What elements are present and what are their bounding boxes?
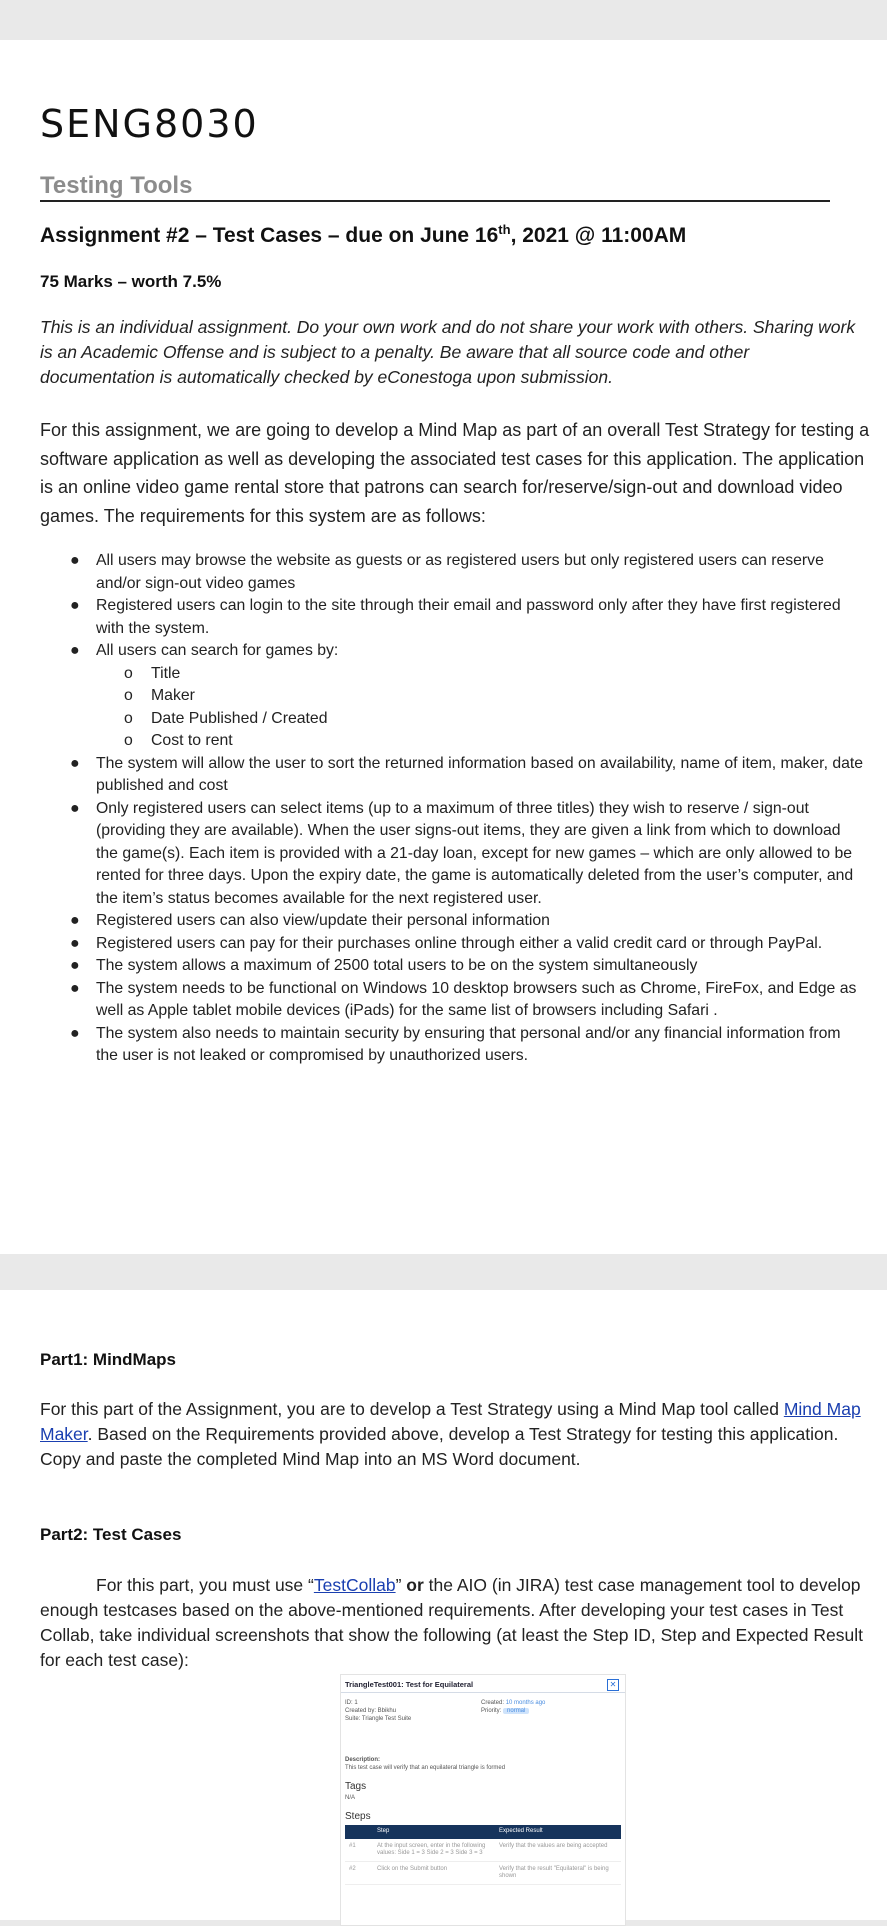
list-item-text: Registered users can also view/update their personal information	[96, 912, 550, 929]
col-step: Step	[377, 1828, 390, 1834]
tags-heading: Tags	[345, 1781, 367, 1792]
testcase-created-by: Created by: Bbikhu	[345, 1708, 397, 1714]
list-item	[66, 595, 866, 640]
list-item	[66, 1023, 866, 1068]
expected-text: Verify that the values are being accepted	[499, 1843, 608, 1849]
list-item	[96, 730, 866, 753]
step-number: #2	[349, 1866, 356, 1872]
list-item	[66, 550, 866, 595]
part1-text-pre: For this part of the Assignment, you are to develop a Test Strategy using a Mind Map tool called	[40, 1399, 784, 1419]
testcase-priority	[481, 1707, 545, 1715]
part2-paragraph	[40, 1573, 870, 1673]
intro-paragraph: For this assignment, we are going to develop a Mind Map as part of an overall Test Strategy for testing a software application as well as developing the associated test cases for this application. The application is an online video game rental store that patrons can search for/reserve/sign-out and download video games. The requirements for this system are as follows:	[40, 420, 870, 526]
list-item-text: The system needs to be functional on Windows 10 desktop browsers such as Chrome, FireFox, and Edge as well as Apple tablet mobile devices (iPads) for the same list of browsers including Safari .	[96, 979, 857, 1019]
list-item-text: The system also needs to maintain security by ensuring that personal and/or any financial information from the user is not leaked or compromised by unauthorized users.	[96, 1024, 841, 1064]
table-row	[345, 1839, 621, 1862]
course-subtitle-text: Testing Tools	[40, 172, 193, 199]
part1-text-post: . Based on the Requirements provided above, develop a Test Strategy for testing this application. Copy and paste the completed Mind Map into an MS Word document.	[40, 1424, 839, 1469]
assignment-title-pre: Assignment #2 – Test Cases – due on June 16	[40, 224, 499, 247]
bullet-icon: ●	[70, 642, 80, 659]
bullet-icon: ●	[70, 1024, 80, 1042]
bullet-icon: ●	[70, 979, 80, 997]
col-expected: Expected Result	[499, 1828, 543, 1834]
assignment-title-sup: th	[498, 222, 511, 237]
list-item	[96, 708, 866, 731]
circle-bullet-icon: o	[124, 732, 133, 749]
bullet-icon: ●	[70, 912, 80, 929]
part1-paragraph	[40, 1397, 870, 1472]
list-item	[66, 753, 866, 798]
expected-text: Verify that the result "Equilateral" is being shown	[499, 1866, 609, 1879]
priority-label: Priority:	[481, 1708, 502, 1714]
created-label: Created:	[481, 1700, 505, 1706]
bullet-icon: ●	[70, 934, 80, 952]
list-item	[96, 663, 866, 686]
part2-heading: Part2: Test Cases	[40, 1525, 182, 1544]
list-item-text: Date Published / Created	[151, 709, 328, 727]
testcase-meta-right	[481, 1699, 545, 1715]
close-icon[interactable]: ✕	[607, 1679, 619, 1691]
document-page-2	[0, 1290, 887, 1920]
list-item-text: Registered users can pay for their purchases online through either a valid credit card or through PayPal.	[96, 934, 823, 952]
circle-bullet-icon: o	[124, 664, 133, 682]
testcase-meta-left	[345, 1699, 411, 1723]
document-page-1	[0, 40, 887, 1254]
testcase-title: TriangleTest001: Test for Equilateral	[345, 1680, 474, 1689]
part2-text-mid: ”	[395, 1575, 407, 1595]
list-item-text: Title	[151, 664, 181, 682]
bullet-icon: ●	[70, 799, 80, 817]
list-item-text: Maker	[151, 687, 195, 704]
course-code: SENG8030	[40, 102, 259, 146]
step-text: At the input screen, enter in the following values: Side 1 = 3 Side 2 = 3 Side 3 = 3	[377, 1843, 486, 1856]
tags-value: N/A	[345, 1795, 356, 1801]
bullet-icon: ●	[70, 552, 80, 569]
part2-text-pre: For this part, you must use “	[96, 1575, 314, 1595]
part2-bold-or: or	[406, 1575, 424, 1595]
list-item	[66, 798, 866, 911]
list-item	[66, 933, 866, 956]
testcase-screenshot	[340, 1674, 626, 1926]
testcollab-link[interactable]: TestCollab	[313, 1575, 396, 1595]
description-text: This test case will verify that an equilateral triangle is formed	[345, 1765, 506, 1771]
circle-bullet-icon: o	[124, 709, 133, 727]
circle-bullet-icon: o	[124, 687, 133, 704]
bullet-icon: ●	[70, 754, 80, 772]
divider	[341, 1692, 625, 1693]
bullet-icon: ●	[70, 957, 80, 974]
list-item-text: All users may browse the website as guests or as registered users but only registered users can reserve and/or sign-out video games	[96, 552, 824, 592]
bullet-icon: ●	[70, 597, 80, 614]
list-item-text: All users can search for games by:	[96, 642, 339, 659]
priority-badge: normal	[503, 1708, 529, 1714]
testcase-id: ID: 1	[345, 1700, 358, 1706]
list-item	[66, 955, 866, 978]
step-number: #1	[349, 1843, 356, 1849]
list-item-text: The system allows a maximum of 2500 total users to be on the system simultaneously	[96, 957, 698, 974]
steps-table-header	[345, 1825, 621, 1839]
search-criteria-list	[96, 663, 866, 753]
course-subtitle	[40, 172, 830, 202]
list-item	[66, 978, 866, 1023]
assignment-title-post: , 2021 @ 11:00AM	[510, 224, 687, 247]
list-item-text: Only registered users can select items (up to a maximum of three titles) they wish to reserve / sign-out (providing they are available). When the user signs-out items, they are given a link from which to download the game(s). Each item is provided with a 21-day loan, except for new games – which are only allowed to be rented for three days. Upon the expiry date, the game is automatically deleted from the user’s computer, and the item’s status becomes available for the next registered user.	[96, 799, 854, 907]
marks-line: 75 Marks – worth 7.5%	[40, 272, 222, 291]
integrity-notice: This is an individual assignment. Do your own work and do not share your work with others. Sharing work is an Academic Offense and is subject to a penalty. Be aware that all source code and other documentation is automatically checked by eConestoga upon submission.	[40, 317, 856, 387]
part1-heading: Part1: MindMaps	[40, 1350, 177, 1369]
mind-map-maker-link[interactable]: Mind Map Maker	[40, 1399, 861, 1444]
list-item	[66, 640, 866, 753]
testcase-created	[481, 1699, 545, 1707]
part2-text-post: the AIO (in JIRA) test case management tool to develop enough testcases based on the above-mentioned requirements. After developing your test cases in Test Collab, take individual screenshots that show the following (at least the Step ID, Step and Expected Result for each test case):	[40, 1575, 863, 1670]
list-item-text: Cost to rent	[151, 732, 233, 749]
list-item-text: Registered users can login to the site through their email and password only after they have first registered with the system.	[96, 597, 841, 637]
steps-heading: Steps	[345, 1811, 371, 1822]
list-item	[96, 685, 866, 708]
steps-table	[345, 1825, 621, 1885]
list-item-text: The system will allow the user to sort the returned information based on availability, name of item, maker, date published and cost	[96, 754, 864, 794]
testcase-suite: Suite: Triangle Test Suite	[345, 1716, 412, 1722]
table-row	[345, 1862, 621, 1885]
requirements-list	[66, 550, 866, 1068]
assignment-title	[40, 222, 686, 248]
created-value: 10 months ago	[505, 1700, 546, 1706]
step-text: Click on the Submit button	[377, 1866, 448, 1872]
description-heading: Description:	[345, 1757, 381, 1763]
list-item	[66, 910, 866, 933]
